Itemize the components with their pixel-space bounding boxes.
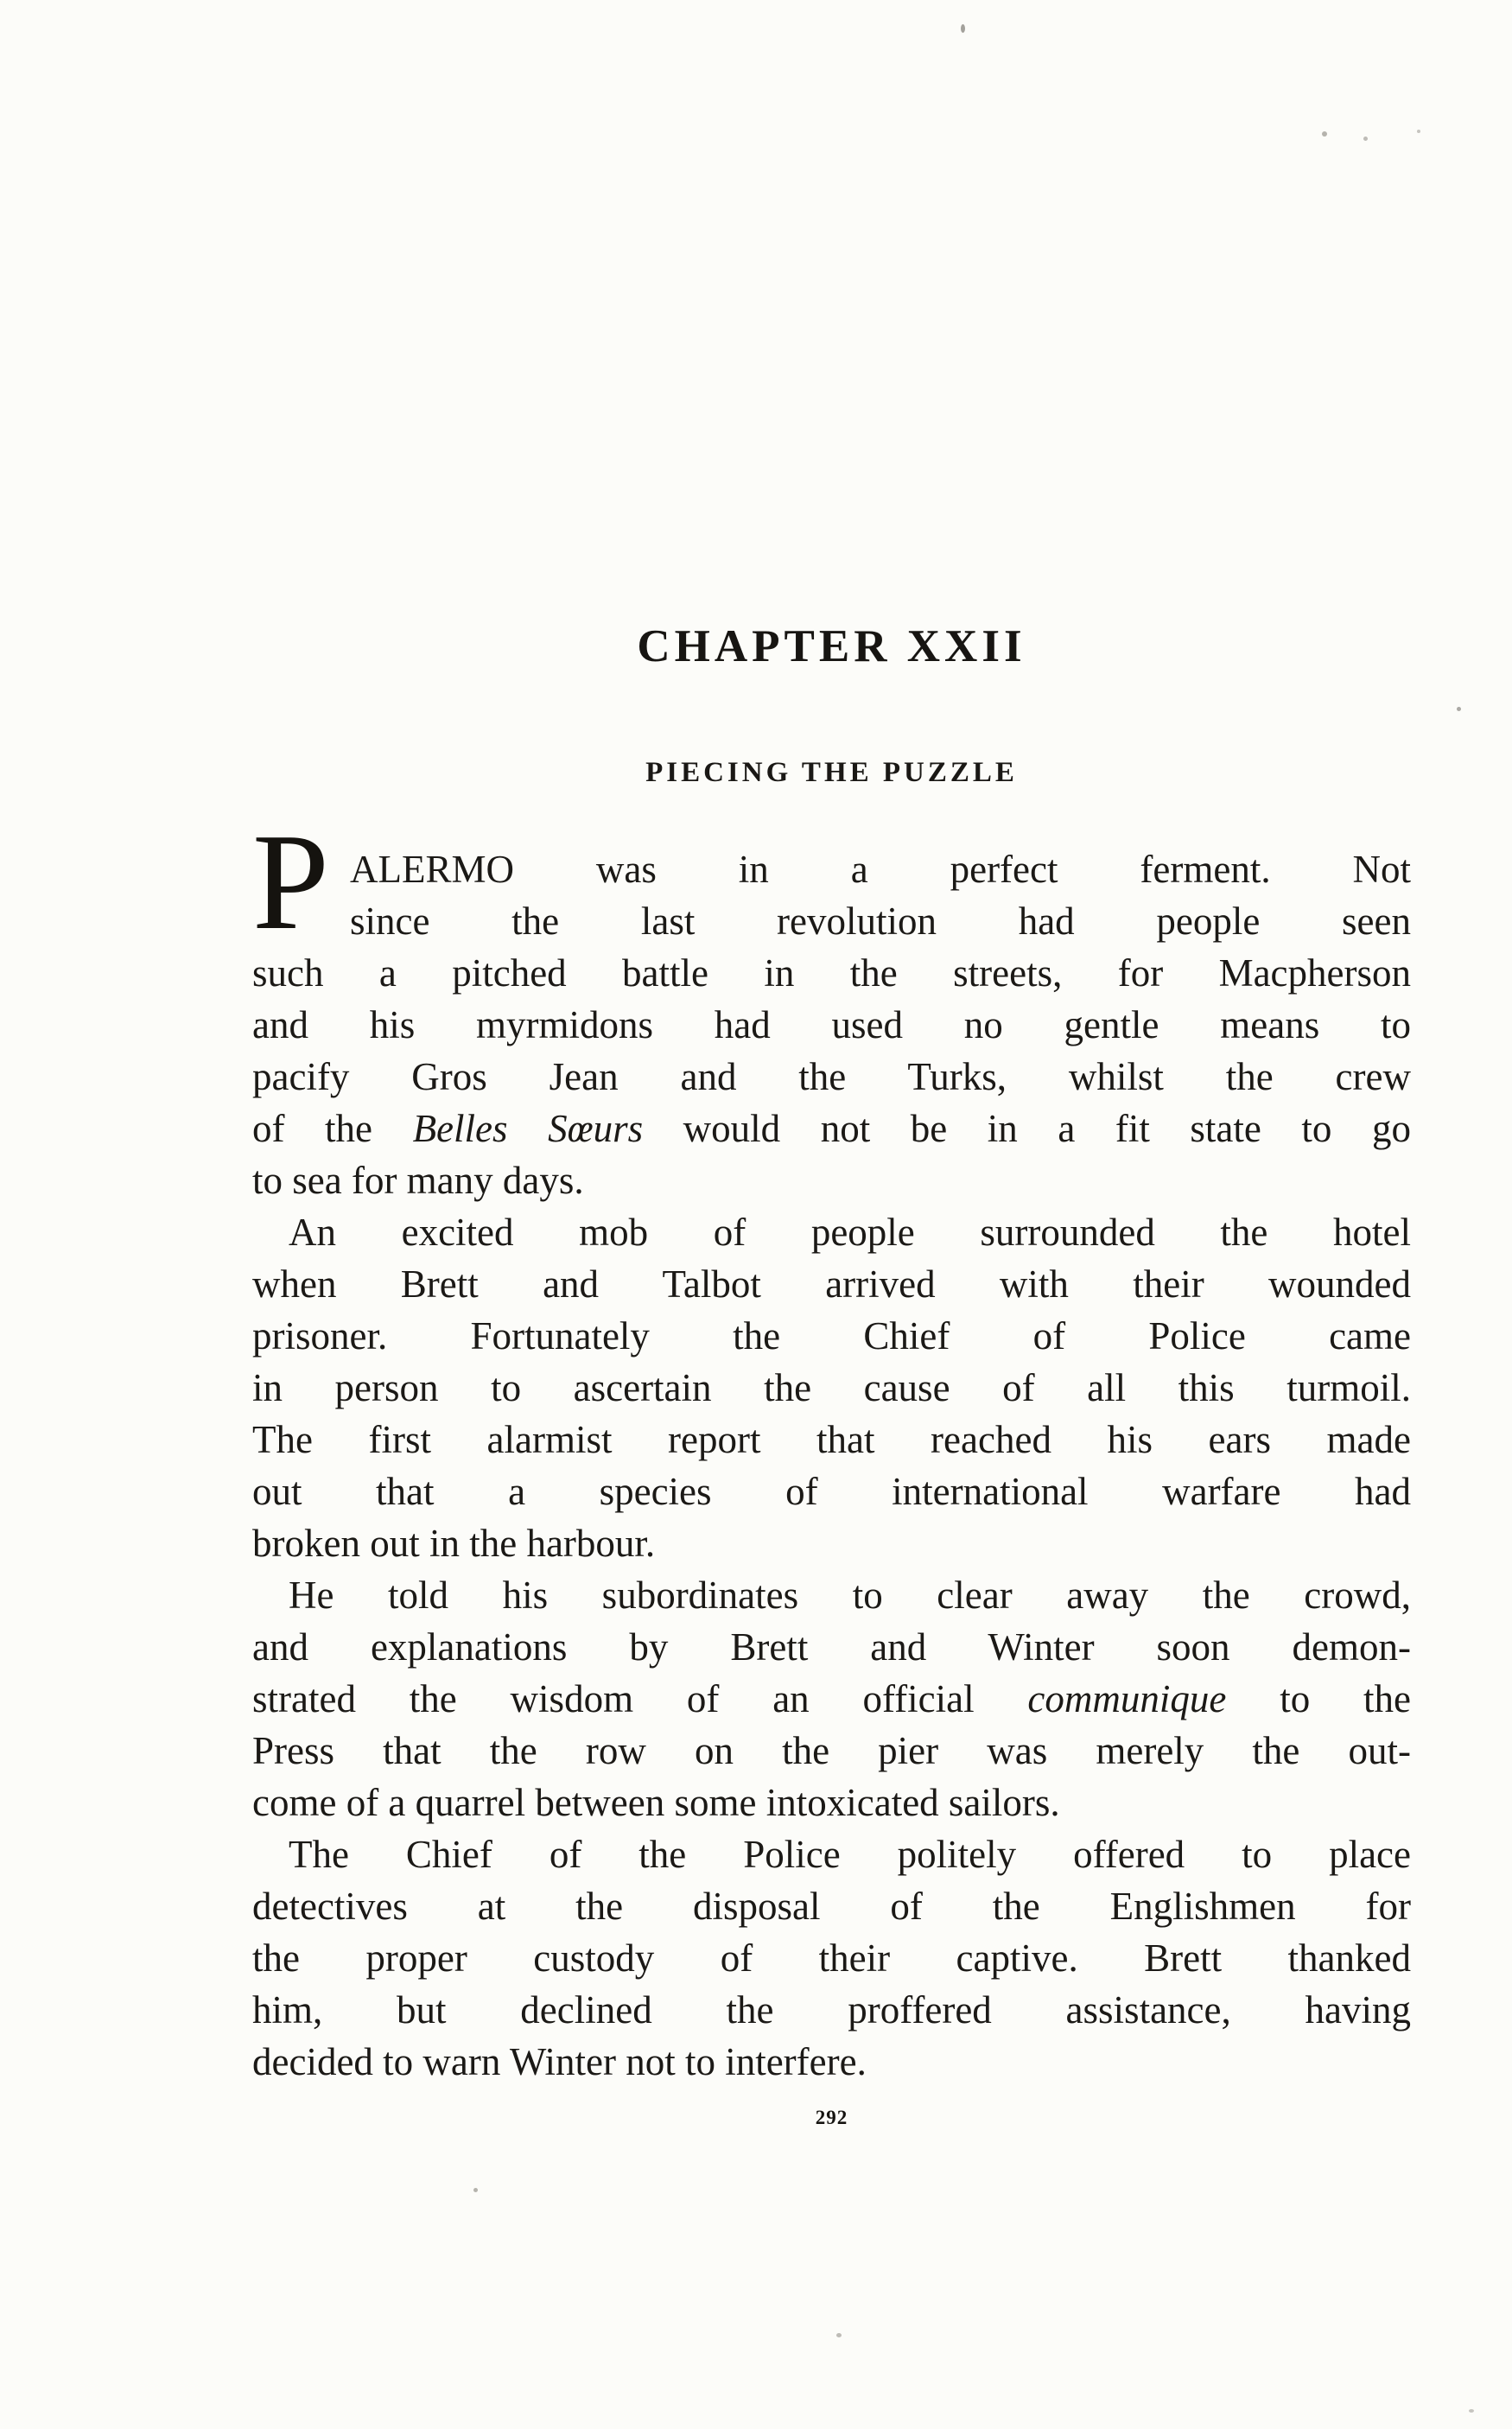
paragraph (252, 804, 1411, 1206)
scan-speck (961, 24, 965, 33)
paragraph (252, 1828, 1411, 2088)
text-line: prisoner. Fortunately the Chief of Police came (252, 1314, 1411, 1358)
text-line: pacify Gros Jean and the Turks, whilst the crew (252, 1055, 1411, 1098)
chapter-heading: CHAPTER XXII (637, 621, 1026, 671)
scan-speck (1469, 2409, 1474, 2413)
text-line: the proper custody of their captive. Brett thanked (252, 1936, 1411, 1980)
text-line: to sea for many days. (252, 1159, 584, 1202)
text-line: decided to warn Winter not to interfere. (252, 2040, 867, 2083)
text-line: An excited mob of people surrounded the hotel (289, 1211, 1411, 1254)
text-line: The Chief of the Police politely offered to place (289, 1833, 1411, 1876)
text-line: since the last revolution had people seen (350, 900, 1411, 943)
text-line: out that a species of international warfare had (252, 1470, 1411, 1513)
paragraph (252, 1206, 1411, 1569)
text-line: of the Belles Sœurs would not be in a fit state to go (252, 1107, 1411, 1150)
scan-speck (1322, 131, 1327, 137)
text-line: and his myrmidons had used no gentle means to (252, 1003, 1411, 1046)
scan-speck (836, 2333, 842, 2337)
text-line: broken out in the harbour. (252, 1522, 656, 1565)
text-line: detectives at the disposal of the Englishmen for (252, 1885, 1411, 1928)
text-line: come of a quarrel between some intoxicated sailors. (252, 1781, 1060, 1824)
text-line: The first alarmist report that reached his ears made (252, 1418, 1411, 1461)
scan-speck (1363, 137, 1368, 141)
page-number: 292 (815, 2107, 848, 2128)
drop-cap: P (252, 804, 329, 958)
text-line: and explanations by Brett and Winter soon demon- (252, 1625, 1411, 1669)
body-paragraphs (252, 804, 1411, 2088)
scan-speck (473, 2188, 478, 2192)
text-line: when Brett and Talbot arrived with their wounded (252, 1262, 1411, 1306)
section-title: PIECING THE PUZZLE (645, 757, 1018, 788)
scan-speck (1417, 130, 1420, 133)
text-line: Press that the row on the pier was merely the out- (252, 1729, 1411, 1772)
text-line: him, but declined the proffered assistance, having (252, 1988, 1411, 2032)
text-line: strated the wisdom of an official communique to the (252, 1677, 1411, 1720)
paragraph (252, 1569, 1411, 1828)
scan-speck (1457, 707, 1461, 711)
text-line: in person to ascertain the cause of all this turmoil. (252, 1366, 1411, 1409)
text-line: such a pitched battle in the streets, for Macpherson (252, 951, 1411, 995)
text-line: He told his subordinates to clear away the crowd, (289, 1574, 1411, 1617)
text-line: ALERMO was in a perfect ferment. Not (350, 848, 1411, 891)
